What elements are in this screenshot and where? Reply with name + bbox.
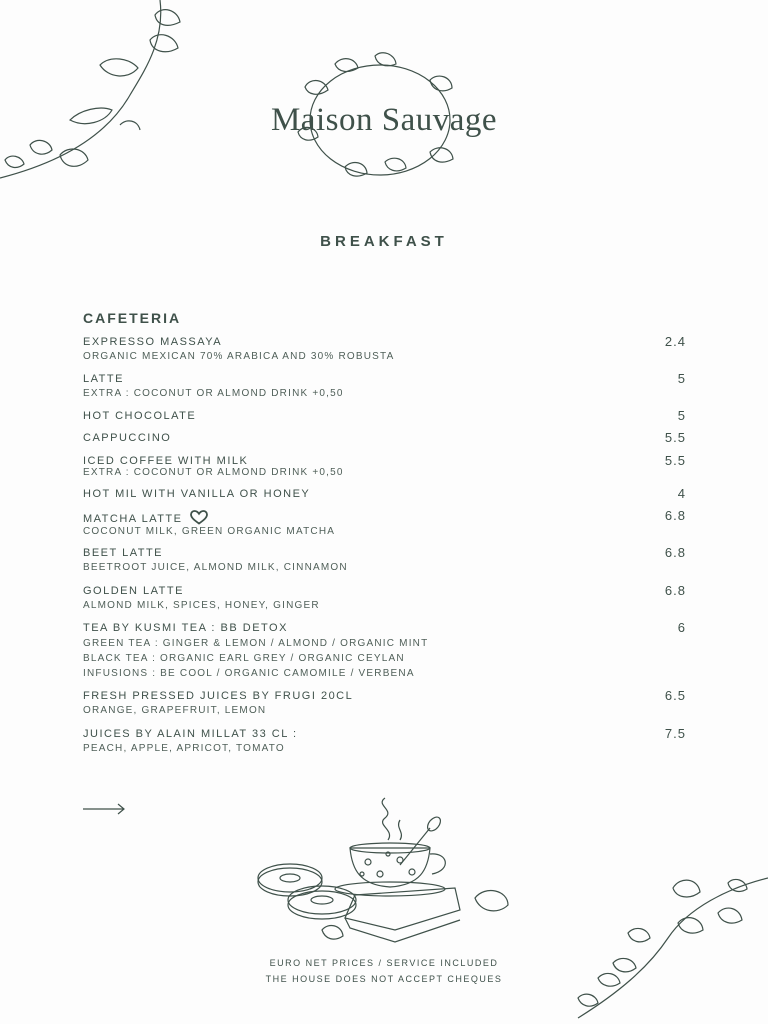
ivy-vine-bottom-right-decoration: [568, 868, 768, 1024]
menu-item-name: BEET LATTE: [83, 547, 164, 559]
menu-item-price: 6.5: [664, 688, 686, 703]
menu-item-desc: ORANGE, GRAPEFRUIT, LEMON: [83, 705, 267, 716]
menu-item-desc: PEACH, APPLE, APRICOT, TOMATO: [83, 743, 285, 754]
menu-item-desc: GREEN TEA : GINGER & LEMON / ALMOND / ORGANIC MINT: [83, 638, 429, 649]
menu-item: [83, 585, 686, 612]
menu-item-price: 4: [677, 486, 686, 501]
menu-item-name: LATTE: [83, 373, 124, 385]
menu-item: [83, 547, 686, 574]
menu-item-desc: EXTRA : COCONUT OR ALMOND DRINK +0,50: [83, 388, 344, 399]
menu-item: [83, 410, 686, 422]
menu-item: [83, 373, 686, 400]
menu-item-price: 6.8: [664, 545, 686, 560]
heart-icon: [190, 510, 208, 525]
menu-item-name: HOT MIL WITH VANILLA OR HONEY: [83, 488, 311, 500]
menu-item-desc: BEETROOT JUICE, ALMOND MILK, CINNAMON: [83, 562, 348, 573]
menu-item-desc: ORGANIC MEXICAN 70% ARABICA AND 30% ROBUSTA: [83, 351, 395, 362]
menu-item-desc: ALMOND MILK, SPICES, HONEY, GINGER: [83, 600, 320, 611]
menu-item-name: FRESH PRESSED JUICES BY FRUGI 20CL: [83, 690, 354, 702]
menu-item-price: 7.5: [664, 726, 686, 741]
menu-item-desc: INFUSIONS : BE COOL / ORGANIC CAMOMILE / VERBENA: [83, 668, 415, 679]
menu-item-price: 6.8: [664, 508, 686, 523]
menu-item-name: EXPRESSO MASSAYA: [83, 336, 223, 348]
menu-item: [83, 432, 686, 444]
menu-item: [83, 455, 686, 479]
menu-item-price: 5: [677, 371, 686, 386]
menu-item-price: 6.8: [664, 583, 686, 598]
menu-item-price: 2.4: [664, 334, 686, 349]
menu-item: [83, 336, 686, 363]
menu-item: [83, 622, 686, 680]
menu-item-desc: BLACK TEA : ORGANIC EARL GREY / ORGANIC CEYLAN: [83, 653, 405, 664]
menu-item-name: GOLDEN LATTE: [83, 585, 184, 597]
menu-item: [83, 510, 686, 538]
menu-subtitle: BREAKFAST: [320, 233, 448, 250]
menu-item-name: TEA BY KUSMI TEA : BB DETOX: [83, 622, 288, 634]
menu-item: [83, 728, 686, 755]
coffee-breakfast-illustration: [250, 790, 515, 950]
section-title: CAFETERIA: [83, 310, 182, 326]
menu-item-name: HOT CHOCOLATE: [83, 410, 197, 422]
arrow-right-icon[interactable]: [82, 802, 126, 816]
menu-item-desc: EXTRA : COCONUT OR ALMOND DRINK +0,50: [83, 467, 344, 478]
menu-item-price: 5.5: [664, 430, 686, 445]
menu-item-price: 6: [677, 620, 686, 635]
menu-item-name: JUICES BY ALAIN MILLAT 33 CL :: [83, 728, 298, 740]
menu-item: [83, 690, 686, 717]
menu-item-name: ICED COFFEE WITH MILK: [83, 455, 249, 467]
footer-prices-note: EURO NET PRICES / SERVICE INCLUDED: [269, 958, 499, 968]
menu-item-price: 5: [677, 408, 686, 423]
footer-cheques-note: THE HOUSE DOES NOT ACCEPT CHEQUES: [265, 974, 503, 984]
restaurant-title: Maison Sauvage: [270, 102, 498, 138]
ivy-vine-top-left-decoration: [0, 0, 200, 200]
menu-item-desc: COCONUT MILK, GREEN ORGANIC MATCHA: [83, 526, 336, 537]
menu-item: [83, 488, 686, 500]
menu-item-price: 5.5: [664, 453, 686, 468]
menu-item-name: CAPPUCCINO: [83, 432, 172, 444]
menu-item-name: MATCHA LATTE: [83, 513, 183, 525]
